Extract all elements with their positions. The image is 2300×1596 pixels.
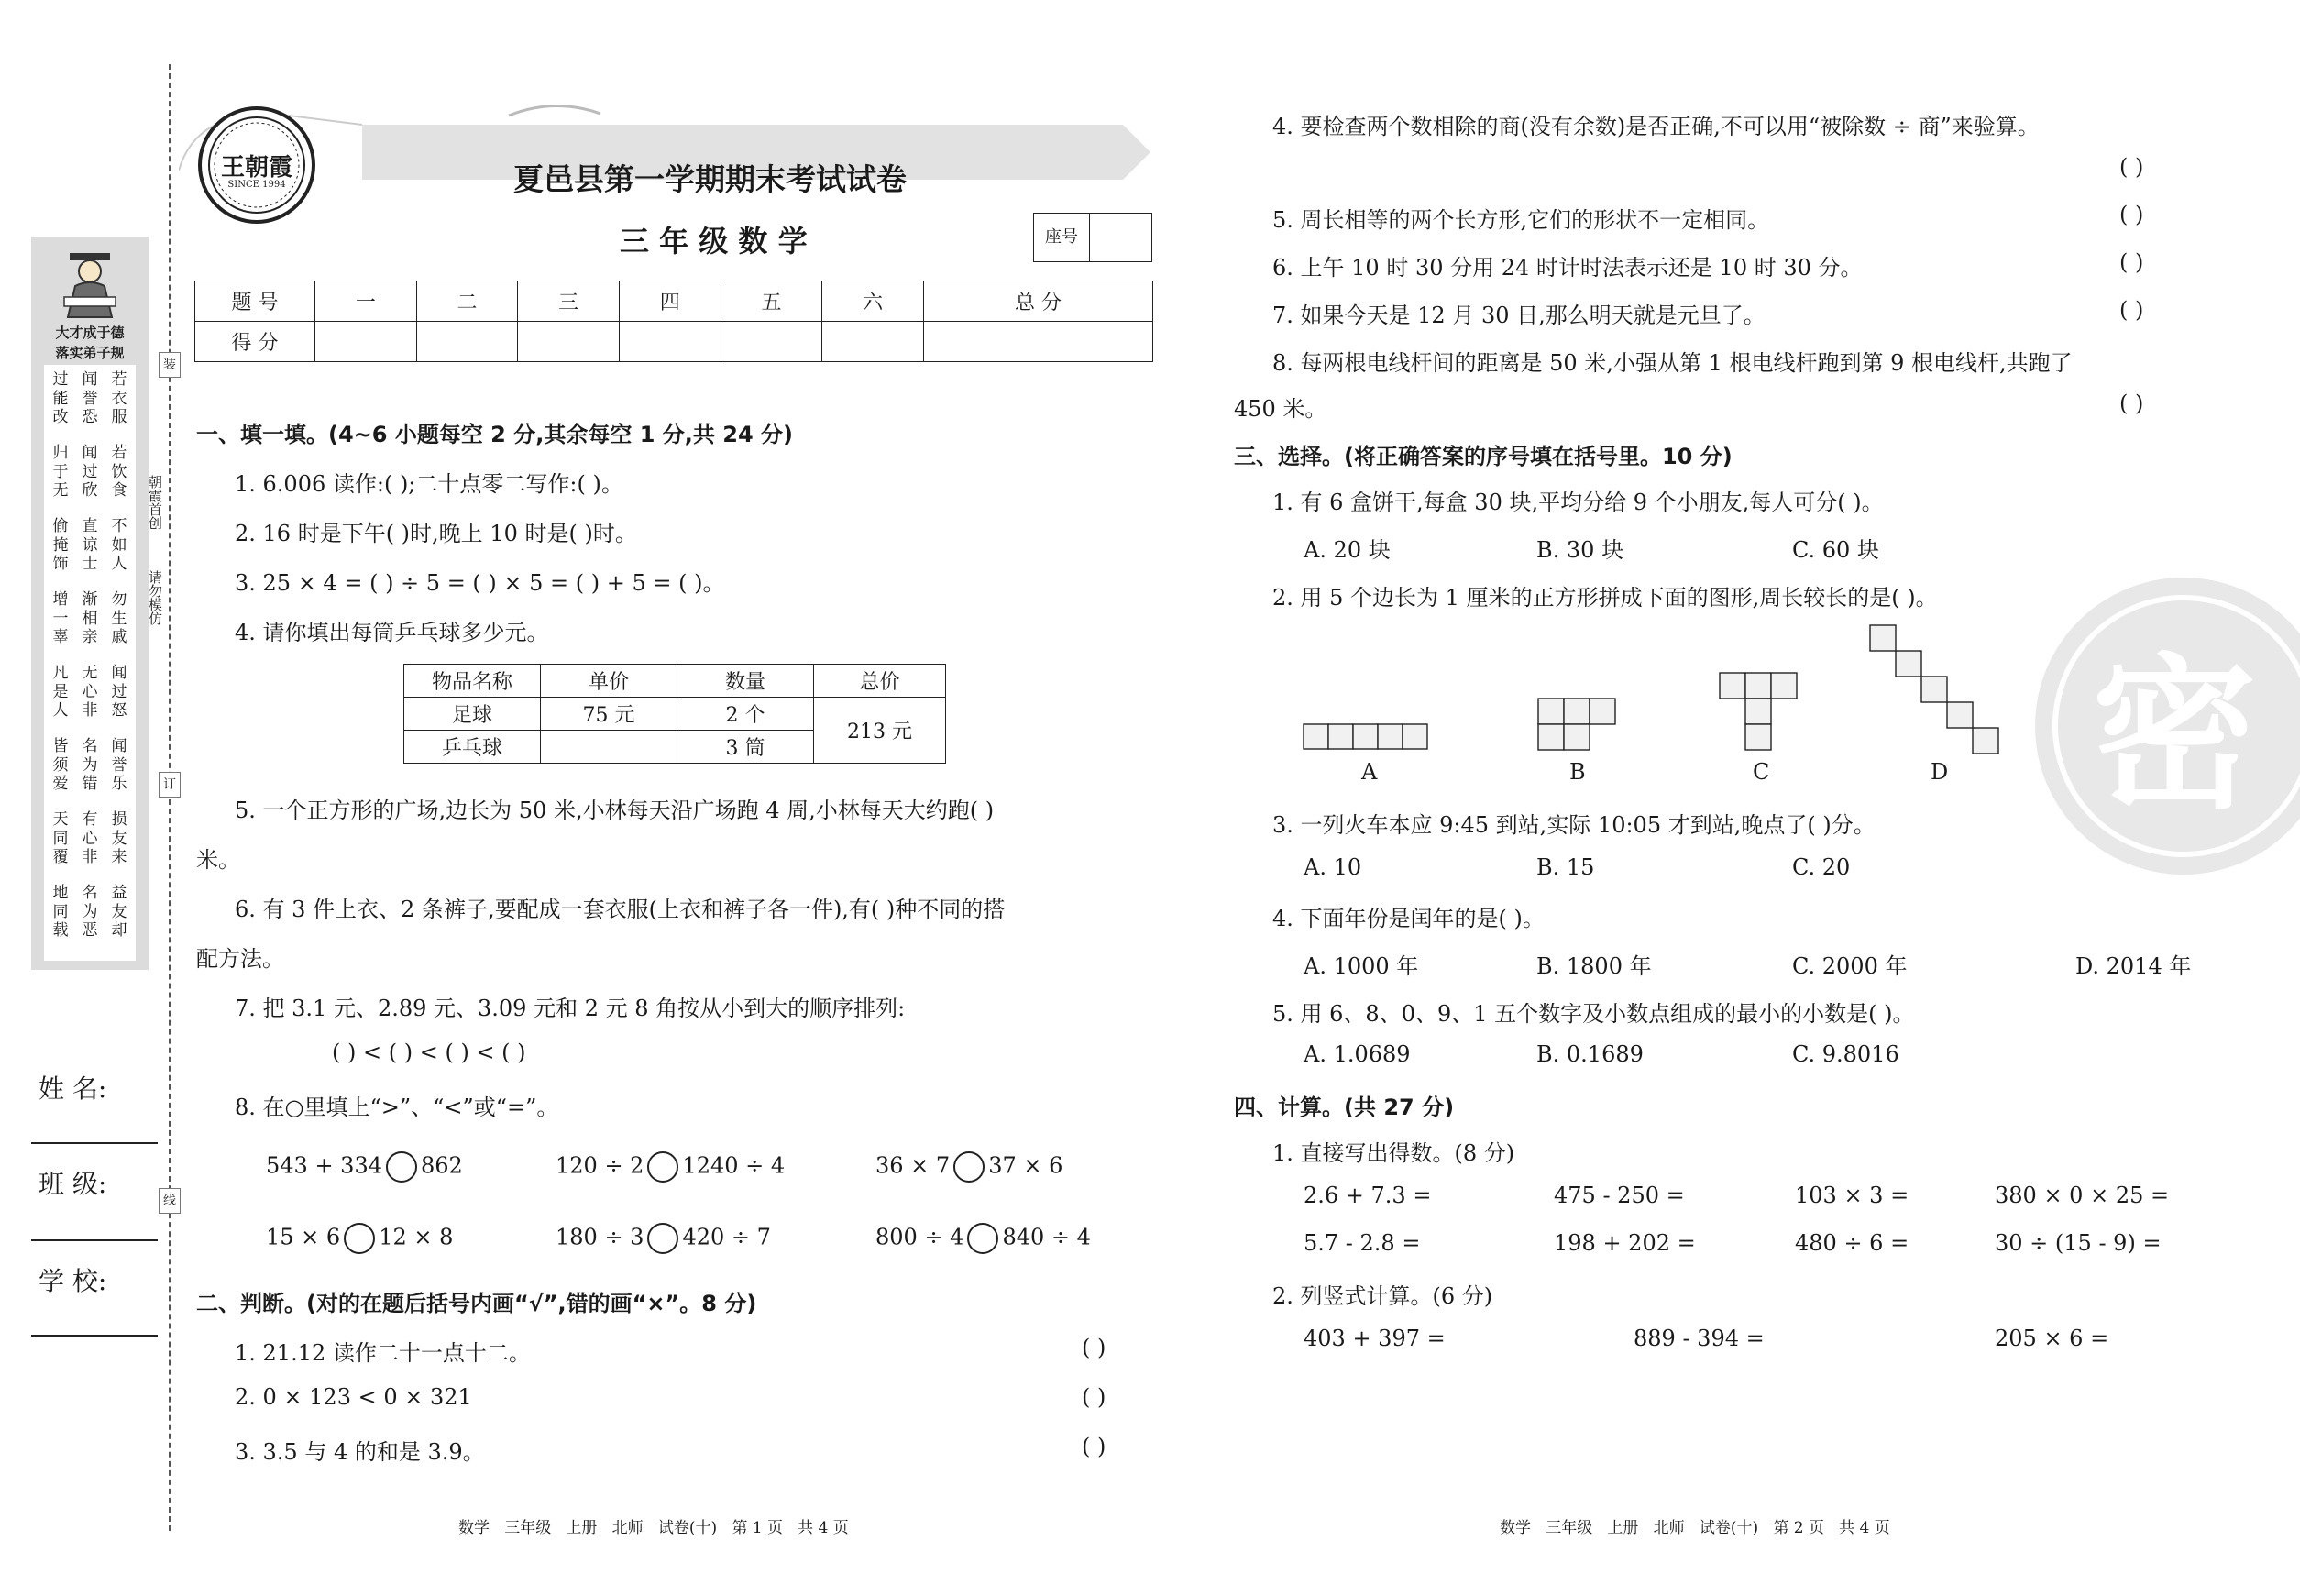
verse: 过能改 (52, 370, 69, 426)
side-note-1: 朝霞首创 (147, 475, 163, 530)
compare-right: 12 × 8 (379, 1224, 454, 1250)
verse: 凡是人 (52, 664, 69, 720)
choice-4-option-d[interactable]: D. 2014 年 (2075, 953, 2192, 979)
verse: 渐相亲 (82, 590, 98, 646)
choice-1-option-a[interactable]: A. 20 块 (1304, 537, 1391, 563)
verse: 直谅士 (82, 517, 98, 573)
price-table-row (404, 698, 946, 731)
score-cell[interactable] (619, 322, 721, 362)
choice-3-option-c[interactable]: C. 20 (1792, 854, 1851, 880)
judge-8: 8. 每两根电线杆间的距离是 50 米,小强从第 1 根电线杆跑到第 9 根电线杆,共跑了 (1272, 350, 2073, 376)
score-header-cell: 五 (721, 281, 822, 322)
score-header-cell: 六 (822, 281, 924, 322)
scholar-figure (57, 246, 123, 319)
judge-6: 6. 上午 10 时 30 分用 24 时计时法表示还是 10 时 30 分。 (1272, 255, 1863, 281)
question-1-5: 5. 一个正方形的广场,边长为 50 米,小林每天沿广场跑 4 周,小林每天大约跑( ) (235, 798, 995, 823)
compare-circle[interactable] (386, 1151, 417, 1183)
verse: 名为恶 (82, 884, 98, 940)
question-1-4: 4. 请你填出每筒乒乓球多少元。 (235, 620, 549, 645)
calc-item: 480 ÷ 6 = (1795, 1230, 1909, 1256)
compare-item (875, 1151, 1062, 1183)
price-answer-cell[interactable] (541, 731, 677, 764)
seat-box (1033, 213, 1152, 262)
compare-left: 800 ÷ 4 (875, 1224, 964, 1250)
binding-mark-1: 装 (159, 352, 181, 378)
price-header-cell: 物品名称 (404, 665, 541, 698)
compare-item (266, 1223, 453, 1254)
verse: 若衣服 (111, 370, 127, 426)
choice-1: 1. 有 6 盒饼干,每盒 30 块,平均分给 9 个小朋友,每人可分( )。 (1272, 490, 1884, 515)
price-header-cell: 单价 (541, 665, 677, 698)
shape-label-c[interactable]: C (1753, 759, 1770, 785)
verse: 闻誉乐 (111, 737, 127, 793)
score-table (194, 281, 1153, 362)
choice-5-option-b[interactable]: B. 0.1689 (1536, 1041, 1644, 1067)
calc-2: 2. 列竖式计算。(6 分) (1272, 1283, 1493, 1309)
verse: 损友来 (111, 810, 127, 866)
verse: 皆须爱 (52, 737, 69, 793)
shape-label-d[interactable]: D (1931, 759, 1949, 785)
price-cell: 75 元 (541, 698, 677, 731)
verse: 无心非 (82, 664, 98, 720)
verse: 偷掩饰 (52, 517, 69, 573)
score-header-cell: 三 (518, 281, 620, 322)
section-1-heading: 一、填一填。(4~6 小题每空 2 分,其余每空 1 分,共 24 分) (196, 422, 793, 447)
binding-mark-2: 订 (159, 772, 181, 798)
judge-1: 1. 21.12 读作二十一点十二。 (235, 1340, 531, 1366)
question-1-6-cont: 配方法。 (196, 946, 284, 972)
footer-left: 数学 三年级 上册 北师 试卷(十) 第 1 页 共 4 页 (458, 1519, 849, 1537)
price-cell: 足球 (404, 698, 541, 731)
verse-col-1 (51, 370, 72, 957)
score-header-cell: 一 (315, 281, 417, 322)
shape-a (1304, 724, 1427, 749)
section-3-heading: 三、选择。(将正确答案的序号填在括号里。10 分) (1234, 444, 1733, 469)
compare-left: 180 ÷ 3 (556, 1224, 644, 1250)
calc-item: 5.7 - 2.8 = (1304, 1230, 1421, 1256)
compare-right: 840 ÷ 4 (1002, 1224, 1091, 1250)
choice-3-option-b[interactable]: B. 15 (1536, 854, 1595, 880)
verse: 闻过怒 (111, 664, 127, 720)
choice-5-option-a[interactable]: A. 1.0689 (1304, 1041, 1411, 1067)
choice-4-option-a[interactable]: A. 1000 年 (1304, 953, 1419, 979)
choice-4-option-b[interactable]: B. 1800 年 (1536, 953, 1652, 979)
compare-left: 15 × 6 (266, 1224, 341, 1250)
verse-col-2 (81, 370, 101, 957)
choice-4-option-c[interactable]: C. 2000 年 (1792, 953, 1908, 979)
judge-4-answer[interactable]: ( ) (2119, 154, 2144, 180)
name-field[interactable] (31, 1142, 158, 1144)
price-cell: 2 个 (677, 698, 814, 731)
watermark-glyph: 密 (2092, 638, 2258, 831)
score-cell[interactable] (315, 322, 417, 362)
compare-left: 543 + 334 (266, 1152, 382, 1179)
question-1-1: 1. 6.006 读作:( );二十点零二写作:( )。 (235, 471, 623, 497)
shape-figures (1293, 620, 2008, 757)
price-cell: 3 筒 (677, 731, 814, 764)
score-cell[interactable] (721, 322, 822, 362)
calc-item: 30 ÷ (15 - 9) = (1995, 1230, 2162, 1256)
judge-2: 2. 0 × 123 < 0 × 321 (235, 1384, 472, 1410)
vertical-calc-item: 403 + 397 = (1304, 1326, 1446, 1351)
question-1-7-blanks: ( ) < ( ) < ( ) < ( ) (332, 1040, 526, 1065)
calc-item: 380 × 0 × 25 = (1995, 1183, 2170, 1208)
binding-mark-3: 线 (159, 1188, 181, 1214)
judge-5: 5. 周长相等的两个长方形,它们的形状不一定相同。 (1272, 207, 1770, 233)
footer-right: 数学 三年级 上册 北师 试卷(十) 第 2 页 共 4 页 (1500, 1519, 1890, 1537)
score-header-cell: 题 号 (195, 281, 315, 322)
verse: 益友却 (111, 884, 127, 940)
compare-circle[interactable] (953, 1151, 985, 1183)
score-header-cell: 二 (416, 281, 518, 322)
verse: 归于无 (52, 444, 69, 500)
seat-input[interactable] (1090, 214, 1151, 261)
score-cell[interactable] (518, 322, 620, 362)
name-label: 姓 名: (39, 1073, 107, 1104)
calc-item: 198 + 202 = (1554, 1230, 1696, 1256)
question-1-7: 7. 把 3.1 元、2.89 元、3.09 元和 2 元 8 角按从小到大的顺序排列: (235, 996, 906, 1021)
motto-panel (31, 237, 149, 970)
logo-subtext: SINCE 1994 (227, 180, 286, 190)
price-header-cell: 数量 (677, 665, 814, 698)
score-header-cell: 总 分 (923, 281, 1152, 322)
choice-1-option-c[interactable]: C. 60 块 (1792, 537, 1879, 563)
motto-bottom: 落实弟子规 (55, 345, 125, 361)
section-2-heading: 二、判断。(对的在题后括号内画“√”,错的画“×”。8 分) (196, 1291, 757, 1316)
judge-3-answer[interactable]: ( ) (1082, 1434, 1106, 1459)
compare-right: 1240 ÷ 4 (682, 1152, 786, 1179)
compare-left: 120 ÷ 2 (556, 1152, 644, 1179)
score-cell[interactable] (416, 322, 518, 362)
shape-d (1870, 625, 1998, 754)
judge-1-answer[interactable]: ( ) (1082, 1335, 1106, 1360)
compare-left: 36 × 7 (875, 1152, 951, 1179)
choice-3: 3. 一列火车本应 9:45 到站,实际 10:05 才到站,晚点了( )分。 (1272, 812, 1876, 838)
score-table-row (195, 322, 1153, 362)
price-header-cell: 总价 (814, 665, 946, 698)
score-header-cell: 四 (619, 281, 721, 322)
choice-1-option-b[interactable]: B. 30 块 (1536, 537, 1624, 563)
score-cell[interactable] (822, 322, 924, 362)
verse: 有心非 (82, 810, 98, 866)
judge-3: 3. 3.5 与 4 的和是 3.9。 (235, 1439, 485, 1465)
verse: 闻誉恐 (82, 370, 98, 426)
shape-label-b[interactable]: B (1569, 759, 1586, 785)
verse: 增一辜 (52, 590, 69, 646)
price-total-cell: 213 元 (814, 698, 946, 764)
compare-right: 420 ÷ 7 (682, 1224, 771, 1250)
school-field[interactable] (31, 1335, 158, 1337)
judge-4: 4. 要检查两个数相除的商(没有余数)是否正确,不可以用“被除数 ÷ 商”来验算。 (1272, 114, 2040, 139)
judge-2-answer[interactable]: ( ) (1082, 1384, 1106, 1410)
compare-circle[interactable] (647, 1223, 678, 1254)
calc-item: 2.6 + 7.3 = (1304, 1183, 1432, 1208)
score-cell[interactable] (923, 322, 1152, 362)
compare-right: 37 × 6 (988, 1152, 1063, 1179)
class-field[interactable] (31, 1239, 158, 1241)
calc-item: 103 × 3 = (1795, 1183, 1909, 1208)
shape-b (1538, 699, 1615, 750)
verse: 若饮食 (111, 444, 127, 500)
seat-label: 座号 (1034, 214, 1090, 261)
judge-8-answer[interactable]: ( ) (2119, 391, 2144, 416)
compare-item (556, 1151, 785, 1183)
verse: 不如人 (111, 517, 127, 573)
exam-title: 夏邑县第一学期期末考试试卷 (513, 161, 907, 197)
judge-6-answer[interactable]: ( ) (2119, 249, 2144, 275)
compare-item (266, 1151, 463, 1183)
verse-col-3 (110, 370, 130, 957)
compare-circle[interactable] (344, 1223, 375, 1254)
class-label: 班 级: (39, 1169, 107, 1199)
price-table (403, 664, 946, 764)
compare-item (875, 1223, 1091, 1254)
verse: 勿生戚 (111, 590, 127, 646)
score-table-header-row (195, 281, 1153, 322)
score-row-label: 得 分 (195, 322, 315, 362)
question-1-6: 6. 有 3 件上衣、2 条裤子,要配成一套衣服(上衣和裤子各一件),有( )种不同的搭 (235, 897, 1006, 922)
section-4-heading: 四、计算。(共 27 分) (1234, 1095, 1455, 1120)
subject-title: 三 年 级 数 学 (620, 224, 808, 259)
choice-5: 5. 用 6、8、0、9、1 五个数字及小数点组成的最小的小数是( )。 (1272, 1001, 1915, 1027)
logo-text: 王朝霞 (220, 154, 292, 182)
judge-8-cont: 450 米。 (1234, 396, 1327, 422)
judge-5-answer[interactable]: ( ) (2119, 202, 2144, 227)
verse: 闻过欣 (82, 444, 98, 500)
motto-top: 大才成于德 (55, 325, 125, 341)
question-1-3: 3. 25 × 4 = ( ) ÷ 5 = ( ) × 5 = ( ) + 5 = ( )。 (235, 570, 725, 596)
judge-7: 7. 如果今天是 12 月 30 日,那么明天就是元旦了。 (1272, 303, 1766, 328)
calc-1: 1. 直接写出得数。(8 分) (1272, 1140, 1515, 1166)
compare-right: 862 (420, 1152, 463, 1179)
choice-4: 4. 下面年份是闰年的是( )。 (1272, 906, 1545, 931)
verse: 名为错 (82, 737, 98, 793)
price-table-header-row (404, 665, 946, 698)
choice-2: 2. 用 5 个边长为 1 厘米的正方形拼成下面的图形,周长较长的是( )。 (1272, 585, 1938, 611)
shape-label-a[interactable]: A (1361, 759, 1378, 785)
verse: 天同覆 (52, 810, 69, 866)
side-note-2: 请勿模仿 (147, 570, 163, 625)
judge-7-answer[interactable]: ( ) (2119, 297, 2144, 323)
compare-item (556, 1223, 771, 1254)
question-1-5-cont: 米。 (196, 847, 240, 873)
compare-circle[interactable] (647, 1151, 678, 1183)
choice-5-option-c[interactable]: C. 9.8016 (1792, 1041, 1899, 1067)
vertical-calc-item: 205 × 6 = (1995, 1326, 2109, 1351)
school-label: 学 校: (39, 1266, 107, 1296)
shape-c (1720, 673, 1797, 750)
price-cell: 乒乓球 (404, 731, 541, 764)
question-1-2: 2. 16 时是下午( )时,晚上 10 时是( )时。 (235, 521, 637, 546)
verse: 地同载 (52, 884, 69, 940)
binding-dashed-line (169, 64, 171, 1531)
calc-item: 475 - 250 = (1554, 1183, 1685, 1208)
question-1-8: 8. 在○里填上“>”、“<”或“=”。 (235, 1095, 559, 1120)
compare-circle[interactable] (967, 1223, 998, 1254)
choice-3-option-a[interactable]: A. 10 (1304, 854, 1362, 880)
vertical-calc-item: 889 - 394 = (1634, 1326, 1765, 1351)
